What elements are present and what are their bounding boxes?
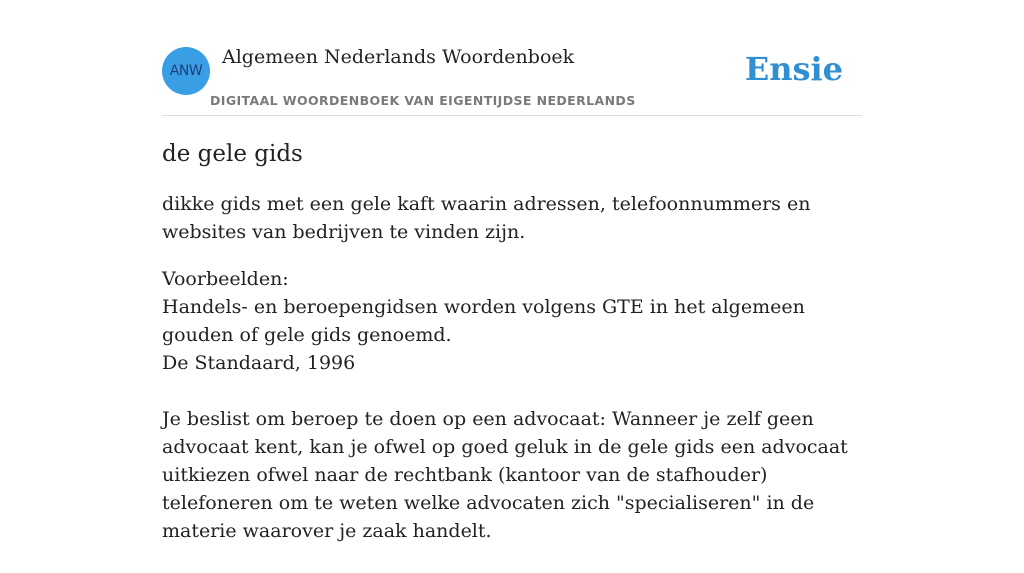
entry-content <box>162 138 862 573</box>
ensie-brand-logo[interactable]: Ensie <box>744 50 843 88</box>
example-text: Handels- en beroepengidsen worden volgens GTE in het algemeen gouden of gele gids genoemd. <box>162 296 805 346</box>
example-text: Je beslist om beroep te doen op een advocaat: Wanneer je zelf geen advocaat kent, kan je ofwel op goed geluk in de gele gids een advocaat uitkiezen ofwel naar de rechtbank (kantoor van de stafhouder) telefoneren om te weten welke advocaten zich "specialiseren" in de materie waarover je zaak handelt. <box>162 408 848 542</box>
entry-definition: dikke gids met een gele kaft waarin adressen, telefoonnummers en websites van bedrijven te vinden zijn. <box>162 193 811 243</box>
examples-label: Voorbeelden: <box>162 268 289 290</box>
site-header <box>162 40 862 116</box>
header-divider <box>162 115 862 116</box>
entry-headword: de gele gids <box>162 141 303 167</box>
site-title[interactable]: Algemeen Nederlands Woordenboek <box>222 46 575 68</box>
example-item <box>162 293 862 377</box>
example-item <box>162 405 862 545</box>
site-subtitle: DIGITAAL WOORDENBOEK VAN EIGENTIJDSE NEDERLANDS <box>210 93 636 108</box>
anw-logo[interactable]: ANW <box>162 47 210 95</box>
example-source: De Standaard, 1996 <box>162 352 356 374</box>
